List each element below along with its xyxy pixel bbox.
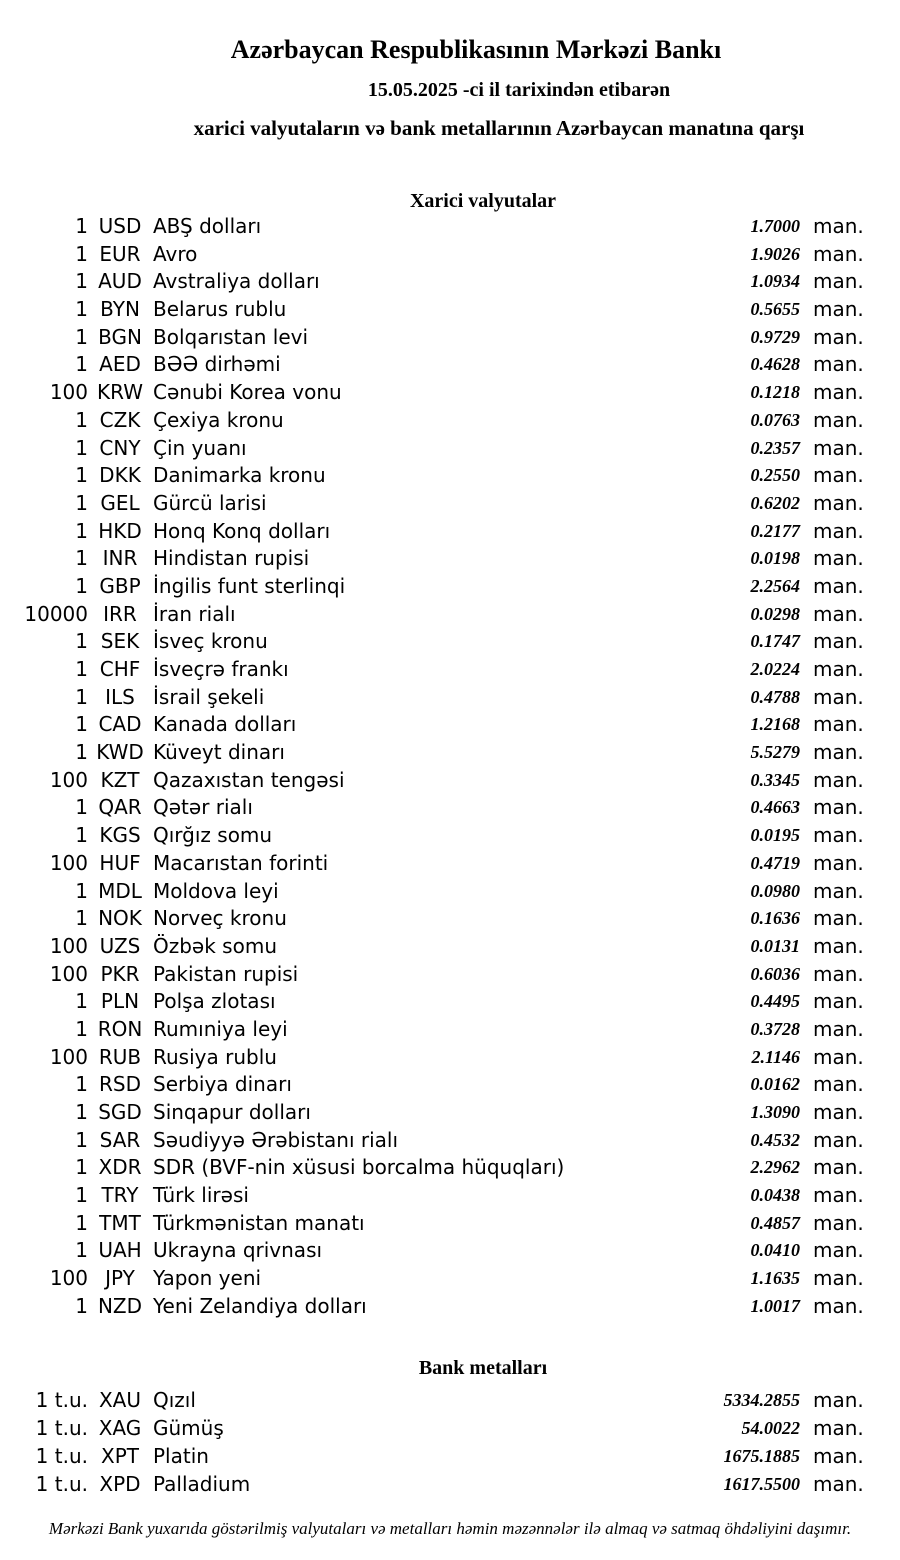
row-unit-label: man.	[813, 463, 864, 488]
row-unit-label: man.	[813, 1266, 864, 1291]
table-row	[0, 739, 900, 767]
row-currency-name: Avstraliya dolları	[153, 269, 320, 294]
row-currency-code: UZS	[99, 933, 141, 958]
row-unit-label: man.	[813, 297, 864, 322]
row-amount: 1	[75, 629, 88, 654]
row-currency-name: Kanada dolları	[153, 712, 297, 737]
row-currency-code: BGN	[98, 324, 142, 349]
row-currency-name: Polşa zlotası	[153, 989, 276, 1014]
table-row	[0, 1386, 900, 1414]
row-amount: 1	[75, 407, 88, 432]
row-rate-value: 0.2550	[750, 465, 800, 486]
row-currency-name: Palladium	[153, 1472, 251, 1496]
row-unit-label: man.	[813, 1100, 864, 1124]
row-unit-label: man.	[813, 241, 864, 266]
table-row	[0, 351, 900, 379]
row-rate-value: 0.5655	[750, 299, 800, 320]
row-currency-code: RON	[97, 1016, 143, 1041]
row-rate-value: 1675.1885	[723, 1446, 800, 1466]
row-currency-name: Bolqarıstan levi	[153, 324, 309, 349]
row-unit-label: man.	[813, 1472, 864, 1496]
row-amount: 1	[75, 657, 88, 681]
row-amount: 1	[75, 1293, 88, 1318]
row-currency-name: ABŞ dolları	[153, 214, 262, 238]
row-amount: 1	[75, 546, 88, 571]
row-currency-name: Özbək somu	[153, 933, 277, 958]
row-unit-label: man.	[813, 1210, 864, 1235]
table-row	[0, 601, 900, 629]
row-currency-code: KGS	[99, 823, 141, 848]
row-currency-code: PLN	[100, 989, 140, 1014]
row-amount: 1 t.u.	[35, 1472, 88, 1496]
row-currency-code: EUR	[99, 241, 141, 266]
row-currency-name: Gürcü larisi	[153, 490, 267, 515]
row-currency-name: Küveyt dinarı	[153, 740, 285, 765]
row-currency-code: CNY	[99, 435, 141, 460]
row-currency-name: Platin	[153, 1444, 209, 1468]
metals-table	[0, 1386, 900, 1498]
row-amount: 1 t.u.	[35, 1416, 88, 1440]
row-currency-name: Qızıl	[153, 1388, 196, 1412]
row-currency-code: ILS	[105, 684, 135, 709]
table-row	[0, 1414, 900, 1442]
row-currency-code: SEK	[100, 629, 140, 654]
row-rate-value: 5.5279	[750, 742, 800, 763]
row-rate-value: 0.0763	[750, 409, 800, 430]
row-currency-code: KRW	[97, 380, 143, 405]
row-rate-value: 0.3728	[750, 1018, 800, 1039]
table-row	[0, 213, 900, 241]
row-rate-value: 1.7000	[750, 216, 800, 236]
row-amount: 10000	[24, 601, 88, 626]
row-rate-value: 2.1146	[751, 1046, 800, 1067]
table-row	[0, 490, 900, 518]
row-currency-name: Sinqapur dolları	[153, 1100, 311, 1124]
table-row	[0, 961, 900, 989]
row-unit-label: man.	[813, 823, 864, 848]
row-currency-name: İsveçrə frankı	[153, 657, 289, 681]
row-amount: 1	[75, 518, 88, 543]
row-currency-code: TMT	[99, 1210, 141, 1235]
row-amount: 1 t.u.	[35, 1388, 88, 1412]
row-rate-value: 0.4628	[750, 354, 800, 375]
row-currency-code: HKD	[98, 518, 142, 543]
table-row	[0, 933, 900, 961]
row-rate-value: 0.1636	[750, 908, 800, 929]
row-currency-code: AUD	[98, 269, 142, 294]
row-currency-code: XPD	[99, 1472, 141, 1496]
row-currency-code: XAU	[98, 1388, 142, 1412]
row-currency-code: KWD	[96, 740, 144, 765]
row-rate-value: 0.0131	[750, 935, 800, 956]
row-currency-name: Norveç kronu	[153, 906, 287, 931]
row-currency-code: INR	[102, 546, 138, 571]
row-amount: 1	[75, 573, 88, 598]
table-row	[0, 628, 900, 656]
row-amount: 1	[75, 297, 88, 322]
row-unit-label: man.	[813, 1183, 864, 1208]
row-currency-name: Çexiya kronu	[153, 407, 284, 432]
row-amount: 1	[75, 795, 88, 820]
row-currency-code: NZD	[97, 1293, 143, 1318]
effective-date: 15.05.2025 -ci il tarixindən etibarən	[367, 79, 671, 101]
row-currency-code: HUF	[99, 850, 141, 875]
row-amount: 1	[75, 1210, 88, 1235]
row-unit-label: man.	[813, 1127, 864, 1152]
table-row	[0, 794, 900, 822]
table-row	[0, 545, 900, 573]
row-amount: 1 t.u.	[35, 1444, 88, 1468]
row-amount: 1	[75, 435, 88, 460]
row-rate-value: 1617.5500	[723, 1474, 800, 1494]
row-unit-label: man.	[813, 629, 864, 654]
row-unit-label: man.	[813, 601, 864, 626]
row-currency-name: Pakistan rupisi	[153, 961, 299, 986]
row-rate-value: 0.4495	[750, 991, 800, 1012]
row-amount: 1	[75, 1100, 88, 1124]
row-currency-name: Rusiya rublu	[153, 1044, 277, 1069]
row-rate-value: 0.1218	[750, 382, 800, 403]
table-row	[0, 573, 900, 601]
row-unit-label: man.	[813, 1155, 864, 1180]
table-row	[0, 988, 900, 1016]
table-row	[0, 1044, 900, 1072]
row-rate-value: 1.0934	[750, 271, 800, 292]
row-unit-label: man.	[813, 989, 864, 1014]
row-currency-name: Qətər rialı	[153, 795, 253, 820]
row-unit-label: man.	[813, 546, 864, 571]
row-currency-code: MDL	[98, 878, 142, 903]
row-amount: 100	[49, 961, 88, 986]
table-row	[0, 1293, 900, 1321]
row-unit-label: man.	[813, 740, 864, 765]
row-currency-name: Çin yuanı	[153, 435, 247, 460]
table-row	[0, 822, 900, 850]
row-currency-name: Qazaxıstan tengəsi	[153, 767, 345, 792]
row-currency-name: Serbiya dinarı	[153, 1072, 292, 1097]
row-rate-value: 0.0410	[750, 1240, 800, 1261]
row-amount: 1	[75, 1238, 88, 1263]
row-currency-name: İran rialı	[153, 601, 236, 626]
table-row	[0, 518, 900, 546]
page-title: Azərbaycan Respublikasının Mərkəzi Bankı	[230, 35, 722, 64]
row-unit-label: man.	[813, 1016, 864, 1041]
row-currency-code: SGD	[98, 1100, 142, 1124]
row-amount: 1	[75, 989, 88, 1014]
row-rate-value: 0.4788	[750, 686, 800, 707]
row-currency-name: Qırğız somu	[153, 823, 273, 848]
row-unit-label: man.	[813, 380, 864, 405]
row-rate-value: 0.0198	[750, 548, 800, 569]
row-currency-code: GEL	[100, 490, 140, 515]
row-amount: 1	[75, 684, 88, 709]
table-row	[0, 656, 900, 684]
row-unit-label: man.	[813, 933, 864, 958]
row-currency-code: KZT	[100, 767, 140, 792]
row-unit-label: man.	[813, 1444, 864, 1468]
currencies-table	[0, 213, 900, 1321]
row-currency-name: Hindistan rupisi	[153, 546, 310, 571]
row-rate-value: 0.0298	[750, 603, 800, 624]
row-currency-code: UAH	[98, 1238, 142, 1263]
table-row	[0, 407, 900, 435]
row-unit-label: man.	[813, 1072, 864, 1097]
row-currency-name: Honq Konq dolları	[153, 518, 331, 543]
table-row	[0, 684, 900, 712]
table-row	[0, 324, 900, 352]
table-row	[0, 268, 900, 296]
row-amount: 1	[75, 324, 88, 349]
table-row	[0, 1210, 900, 1238]
row-amount: 1	[75, 241, 88, 266]
row-rate-value: 1.9026	[750, 243, 800, 264]
row-unit-label: man.	[813, 878, 864, 903]
table-row	[0, 1442, 900, 1470]
row-currency-name: Gümüş	[153, 1416, 224, 1440]
row-unit-label: man.	[813, 518, 864, 543]
row-amount: 1	[75, 1155, 88, 1180]
row-amount: 1	[75, 906, 88, 931]
row-rate-value: 2.2962	[750, 1157, 800, 1178]
row-amount: 1	[75, 214, 88, 238]
row-rate-value: 0.4857	[750, 1212, 800, 1233]
row-currency-code: QAR	[98, 795, 142, 820]
row-rate-value: 0.1747	[750, 631, 800, 652]
row-currency-name: Moldova leyi	[153, 878, 279, 903]
row-currency-code: TRY	[101, 1183, 139, 1208]
row-amount: 1	[75, 1127, 88, 1152]
row-unit-label: man.	[813, 657, 864, 681]
row-currency-name: Ukrayna qrivnası	[153, 1238, 323, 1263]
table-row	[0, 1470, 900, 1498]
row-unit-label: man.	[813, 684, 864, 709]
row-rate-value: 0.4663	[750, 797, 800, 818]
row-rate-value: 1.2168	[750, 714, 800, 735]
row-currency-name: Türk lirəsi	[153, 1183, 249, 1208]
row-unit-label: man.	[813, 324, 864, 349]
row-unit-label: man.	[813, 214, 864, 238]
row-amount: 100	[49, 850, 88, 875]
row-currency-name: İsrail şekeli	[153, 684, 265, 709]
table-row	[0, 1154, 900, 1182]
row-amount: 1	[75, 878, 88, 903]
table-row	[0, 850, 900, 878]
table-row	[0, 1127, 900, 1155]
metals-section-title: Bank metalları	[418, 1357, 548, 1379]
row-currency-code: XAG	[98, 1416, 142, 1440]
row-amount: 100	[49, 1266, 88, 1291]
row-rate-value: 2.0224	[750, 659, 800, 679]
row-unit-label: man.	[813, 961, 864, 986]
row-amount: 100	[49, 767, 88, 792]
row-rate-value: 1.0017	[750, 1295, 800, 1316]
row-unit-label: man.	[813, 767, 864, 792]
page-subtitle: xarici valyutaların və bank metallarının Azərbaycan manatına qarşı	[193, 116, 805, 140]
table-row	[0, 905, 900, 933]
row-unit-label: man.	[813, 490, 864, 515]
row-currency-code: SAR	[99, 1127, 141, 1152]
row-unit-label: man.	[813, 269, 864, 294]
row-unit-label: man.	[813, 573, 864, 598]
row-unit-label: man.	[813, 1293, 864, 1318]
row-rate-value: 0.4532	[750, 1129, 800, 1150]
row-unit-label: man.	[813, 712, 864, 737]
row-unit-label: man.	[813, 1416, 864, 1440]
table-row	[0, 1182, 900, 1210]
row-amount: 1	[75, 823, 88, 848]
row-amount: 1	[75, 1183, 88, 1208]
row-currency-name: BƏƏ dirhəmi	[153, 352, 281, 377]
row-currency-code: AED	[99, 352, 141, 377]
row-amount: 100	[49, 933, 88, 958]
row-amount: 100	[49, 380, 88, 405]
row-amount: 1	[75, 712, 88, 737]
row-unit-label: man.	[813, 906, 864, 931]
row-unit-label: man.	[813, 435, 864, 460]
row-unit-label: man.	[813, 1238, 864, 1263]
row-currency-name: Belarus rublu	[153, 297, 287, 322]
row-amount: 1	[75, 352, 88, 377]
row-rate-value: 1.3090	[750, 1102, 800, 1122]
row-amount: 1	[75, 740, 88, 765]
row-rate-value: 0.0195	[750, 825, 800, 846]
row-currency-code: IRR	[103, 601, 137, 626]
row-currency-name: İngilis funt sterlinqi	[153, 573, 346, 598]
row-currency-code: JPY	[105, 1266, 135, 1291]
row-amount: 1	[75, 463, 88, 488]
row-currency-name: Macarıstan forinti	[153, 850, 329, 875]
row-amount: 1	[75, 490, 88, 515]
table-row	[0, 711, 900, 739]
row-rate-value: 0.0438	[750, 1185, 800, 1206]
row-rate-value: 0.0162	[750, 1074, 800, 1095]
row-currency-code: DKK	[99, 463, 141, 488]
disclaimer-text: Mərkəzi Bank yuxarıda göstərilmiş valyutaları və metalları həmin məzənnələr ilə almaq və satmaq öhdəliyini daşımır.	[48, 1519, 852, 1538]
row-currency-name: Danimarka kronu	[153, 463, 326, 488]
row-currency-code: CZK	[99, 407, 141, 432]
row-currency-code: BYN	[100, 297, 140, 322]
row-currency-code: PKR	[100, 961, 140, 986]
row-currency-code: CHF	[99, 657, 141, 681]
row-currency-name: Yeni Zelandiya dolları	[153, 1293, 367, 1318]
row-currency-code: CAD	[98, 712, 142, 737]
row-currency-name: Yapon yeni	[153, 1266, 262, 1291]
row-currency-code: XDR	[98, 1155, 142, 1180]
row-currency-name: Cənubi Korea vonu	[153, 380, 342, 405]
table-row	[0, 241, 900, 269]
row-currency-code: GBP	[99, 573, 141, 598]
row-unit-label: man.	[813, 850, 864, 875]
row-rate-value: 54.0022	[741, 1418, 800, 1438]
table-row	[0, 1265, 900, 1293]
row-unit-label: man.	[813, 795, 864, 820]
row-currency-name: İsveç kronu	[153, 629, 268, 654]
row-rate-value: 0.4719	[750, 852, 800, 873]
row-amount: 100	[49, 1044, 88, 1069]
row-rate-value: 5334.2855	[723, 1390, 800, 1410]
row-rate-value: 0.2357	[750, 437, 800, 458]
row-currency-code: XPT	[101, 1444, 139, 1468]
row-currency-code: NOK	[98, 906, 142, 931]
table-row	[0, 1016, 900, 1044]
row-currency-name: Rumıniya leyi	[153, 1016, 288, 1041]
row-unit-label: man.	[813, 1044, 864, 1069]
table-row	[0, 462, 900, 490]
row-currency-name: Səudiyyə Ərəbistanı rialı	[153, 1127, 399, 1152]
row-rate-value: 2.2564	[750, 575, 800, 596]
row-currency-name: SDR (BVF-nin xüsusi borcalma hüquqları)	[153, 1155, 565, 1180]
row-rate-value: 0.2177	[750, 520, 800, 541]
row-currency-code: RSD	[99, 1072, 141, 1097]
row-currency-name: Türkmənistan manatı	[153, 1210, 365, 1235]
table-row	[0, 1237, 900, 1265]
row-unit-label: man.	[813, 352, 864, 377]
row-currency-code: USD	[98, 214, 142, 238]
row-rate-value: 0.9729	[750, 326, 800, 347]
row-rate-value: 1.1635	[750, 1268, 800, 1289]
row-currency-code: RUB	[98, 1044, 142, 1069]
row-rate-value: 0.6202	[750, 492, 800, 513]
row-unit-label: man.	[813, 407, 864, 432]
table-row	[0, 878, 900, 906]
row-rate-value: 0.0980	[750, 880, 800, 901]
table-row	[0, 435, 900, 463]
table-row	[0, 1071, 900, 1099]
row-rate-value: 0.3345	[750, 769, 800, 790]
table-row	[0, 767, 900, 795]
currencies-section-title: Xarici valyutalar	[409, 190, 557, 212]
row-rate-value: 0.6036	[750, 963, 800, 984]
row-amount: 1	[75, 1072, 88, 1097]
table-row	[0, 296, 900, 324]
table-row	[0, 1099, 900, 1127]
row-amount: 1	[75, 269, 88, 294]
table-row	[0, 379, 900, 407]
row-currency-name: Avro	[153, 241, 198, 266]
row-amount: 1	[75, 1016, 88, 1041]
row-unit-label: man.	[813, 1388, 864, 1412]
